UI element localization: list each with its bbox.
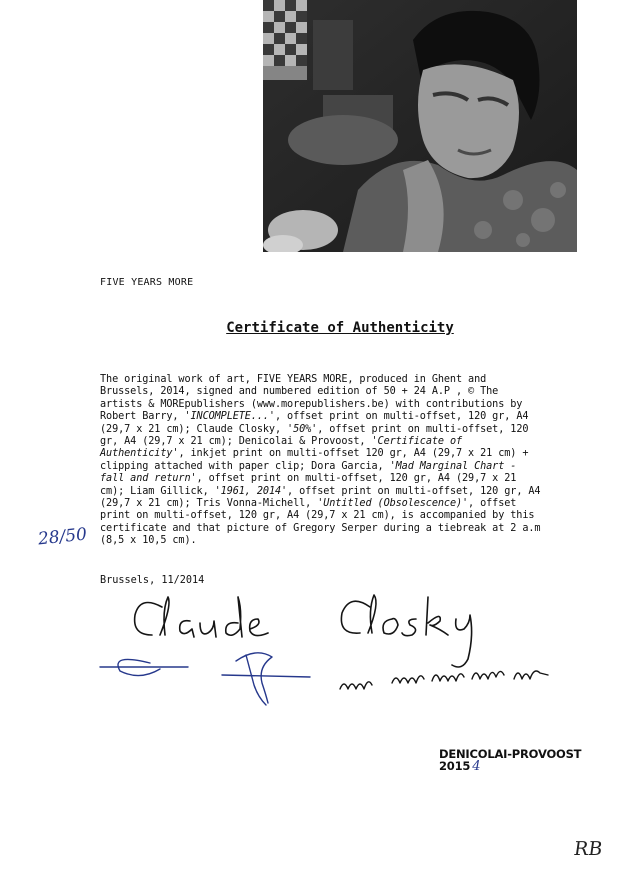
work-title: 'INCOMPLETE...' <box>184 411 275 423</box>
work-title: 'Untitled (Obsolescence)' <box>317 498 469 510</box>
signature-scribble <box>340 671 548 689</box>
initials-handwritten: RB <box>572 838 604 860</box>
body-segment: , offset print on multi-offset, 120 gr, A4 (29,7 x 21 cm); Claude Closky, <box>100 411 529 435</box>
work-title: 'Mad Marginal Chart - fall and return' <box>100 460 517 485</box>
body-segment: , inkjet print on multi-offset 120 gr, A4 (29,7 x 21 cm) + clipping attached with paper clip; Dora Garcia, <box>100 448 529 472</box>
document-heading: FIVE YEARS MORE <box>100 277 194 288</box>
stamp-year: 2015 4 <box>439 759 481 774</box>
signature-claude-closky <box>135 595 472 667</box>
stamp-denicolai-provoost <box>439 748 581 773</box>
certificate-title: Certificate of Authenticity <box>226 320 454 336</box>
signatures <box>0 585 624 715</box>
certificate-body <box>100 374 546 548</box>
signature-denicolai-provoost <box>100 653 310 705</box>
stamp-year-handwritten-suffix: 4 <box>472 759 481 774</box>
work-title: 'Certificate of Authenticity' <box>100 436 463 460</box>
body-segment: , offset print on multi-offset, 120 gr, A4 (29,7 x 21 cm); Tris Vonna-Michell, <box>100 485 541 510</box>
body-segment: , offset print on multi-offset, 120 gr, A4 (29,7 x 21 cm); Denicolai & Provoost, <box>100 423 529 448</box>
body-segment: , offset print on multi-offset, 120 gr, A4 (29,7 x 21 cm); Liam Gillick, <box>100 473 517 497</box>
work-title: '1961, 2014' <box>214 485 288 497</box>
work-title: '50%' <box>287 423 318 435</box>
chessboard <box>263 0 307 80</box>
stamp-name: DENICOLAI-PROVOOST <box>439 747 582 761</box>
place-date: Brussels, 11/2014 <box>100 575 205 586</box>
edition-number-handwritten: 28/50 <box>37 524 88 550</box>
body-segment: , offset print on multi-offset, 120 gr, A4 (29,7 x 21 cm), is accompanied by this certificate and that picture of Gregory Serper during a tiebreak at 2 a.m (8,5 x 10,5 cm). <box>100 498 541 547</box>
photo-gregory-serper <box>263 0 577 252</box>
body-segment: The original work of art, FIVE YEARS MORE, produced in Ghent and Brussels, 2014, signed and numbered edition of 50 + 24 A.P , © The artists & MOREpublishers (www.morepublishers.be) with contributions by Robert Barry, <box>100 374 523 423</box>
